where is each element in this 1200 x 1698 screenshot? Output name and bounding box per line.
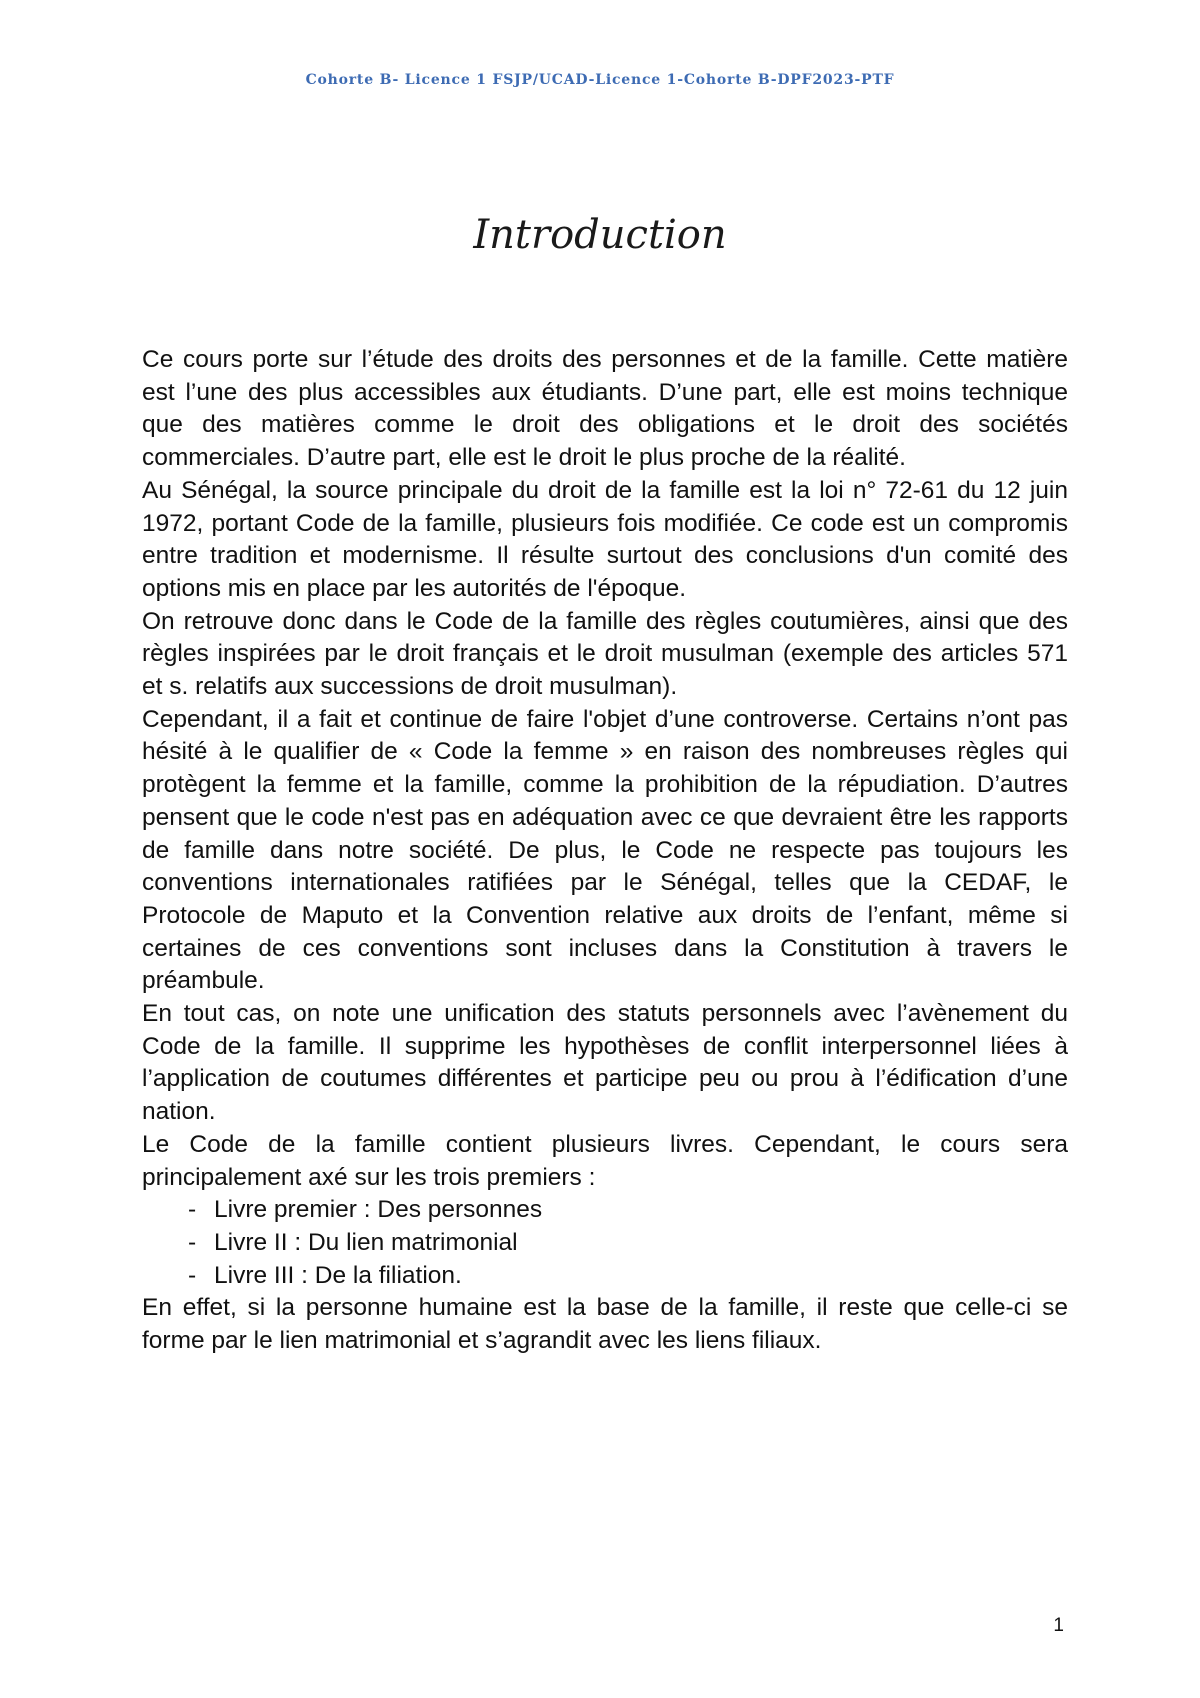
list-item-label: Livre III : De la filiation. bbox=[214, 1261, 462, 1289]
paragraph-books-intro: Le Code de la famille contient plusieurs livres. Cependant, le cours sera principalement axé sur les trois premiers : bbox=[142, 1130, 1068, 1191]
paragraph-closing: En effet, si la personne humaine est la base de la famille, il reste que celle-ci se forme par le lien matrimonial et s’agrandit avec les liens filiaux. bbox=[142, 1294, 1068, 1355]
paragraph-customary-rules: On retrouve donc dans le Code de la famille des règles coutumières, ainsi que des règles inspirées par le droit français et le droit musulman (exemple des articles 571 et s. relatifs aux successions de droit musulman). bbox=[142, 607, 1068, 701]
page-title: Introduction bbox=[473, 212, 727, 258]
list-item-label: Livre II : Du lien matrimonial bbox=[214, 1228, 518, 1256]
paragraph-course-intro: Ce cours porte sur l’étude des droits des personnes et de la famille. Cette matière est l’une des plus accessibles aux étudiants. D’une part, elle est moins technique que des matières comme le droit des obligations et le droit des sociétés commerciales. D’autre part, elle est le droit le plus proche de la réalité. bbox=[142, 346, 1068, 472]
paragraph-unification: En tout cas, on note une unification des statuts personnels avec l’avènement du Code de la famille. Il supprime les hypothèses de conflit interpersonnel liées à l’application de coutumes différentes et participe peu ou prou à l’édification d’une nation. bbox=[142, 1000, 1068, 1126]
list-item bbox=[188, 1194, 1068, 1227]
paragraph-controversy: Cependant, il a fait et continue de faire l'objet d’une controverse. Certains n’ont pas hésité à le qualifier de « Code la femme » en raison des nombreuses règles qui protègent la femme et la famille, comme la prohibition de la répudiation. D’autres pensent que le code n'est pas en adéquation avec ce que devraient être les rapports de famille dans notre société. De plus, le Code ne respecte pas toujours les conventions internationales ratifiées par le Sénégal, telles que la CEDAF, le Protocole de Maputo et la Convention relative aux droits de l’enfant, même si certaines de ces conventions sont incluses dans la Constitution à travers le préambule. bbox=[142, 705, 1068, 995]
list-bullet: - bbox=[188, 1261, 197, 1289]
page-header: Cohorte B- Licence 1 FSJP/UCAD-Licence 1-Cohorte B-DPF2023-PTF bbox=[305, 72, 895, 88]
list-bullet: - bbox=[188, 1196, 197, 1224]
list-item bbox=[188, 1260, 1068, 1293]
paragraph-source-law: Au Sénégal, la source principale du droit de la famille est la loi n° 72-61 du 12 juin 1972, portant Code de la famille, plusieurs fois modifiée. Ce code est un compromis entre tradition et modernisme. Il résulte surtout des conclusions d'un comité des options mis en place par les autorités de l'époque. bbox=[142, 476, 1068, 602]
body-text bbox=[142, 344, 1068, 1358]
list-bullet: - bbox=[188, 1228, 197, 1256]
page-number: 1 bbox=[1053, 1615, 1064, 1636]
books-list bbox=[142, 1194, 1068, 1292]
list-item-label: Livre premier : Des personnes bbox=[214, 1196, 543, 1224]
list-item bbox=[188, 1227, 1068, 1260]
